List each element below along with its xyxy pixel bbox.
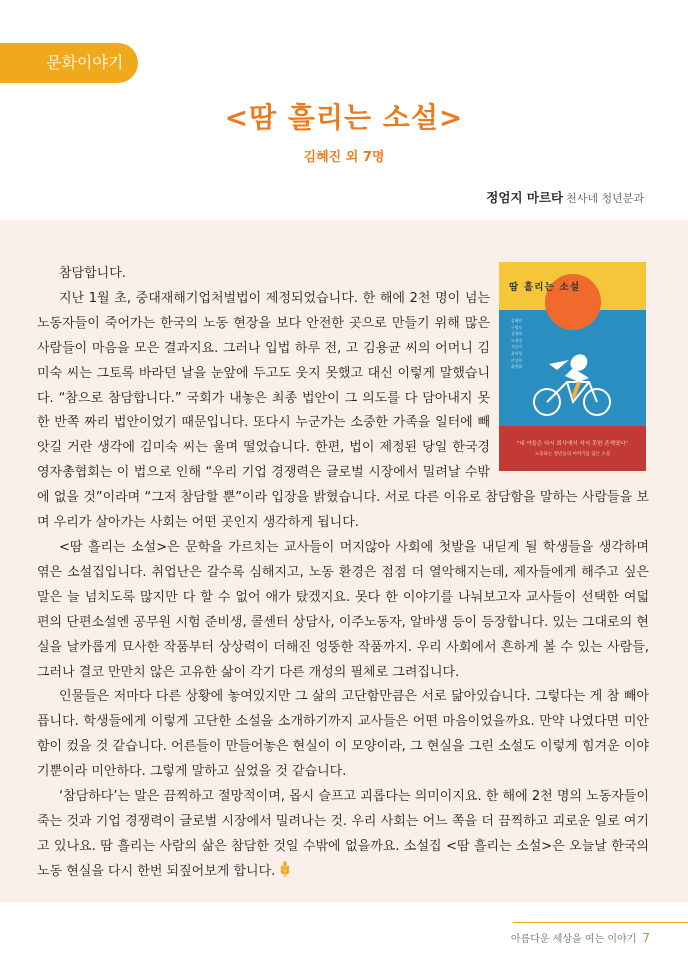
category-tag (0, 43, 138, 83)
cover-authors (511, 318, 522, 371)
writer-affiliation: 천사네 청년분과 (566, 192, 644, 205)
cover-author: 서유미 (511, 344, 523, 350)
book-author: 김혜진 외 7명 (303, 150, 385, 165)
magazine-name: 아름다운 세상을 여는 이야기 (510, 934, 637, 945)
paragraph: <땀 흘리는 소설>은 문학을 가르치는 교사들이 머지않아 사회에 첫발을 내딛게 될 학생들을 생각하며 엮은 소설집입니다. 취업난은 갈수록 심해지고, 노동 환경은 점점 더 열악해지는데, 제자들에게 해주고 싶은 말은 늘 넘치도록 많지만 다 할 수 없어 애가 탔겠지요. 못다 한 이야기를 나눠보고자 교사들이 선택한 여덟 편의 단편소설엔 공무원 시험 준비생, 콜센터 상담사, 이주노동자, 알바생 등이 등장합니다. 있는 그대로의 현실을 날카롭게 묘사한 작품부터 상상력이 더해진 엉뚱한 작품까지. 우리 사회에서 흔하게 볼 수 있는 사람들, 그러나 결코 만만치 않은 고유한 삶이 각기 다른 개성의 필체로 그려집니다. (37, 539, 649, 680)
paragraph-text: ‘참담하다’는 말은 끔찍하고 절망적이며, 몹시 슬프고 괴롭다는 의미이지요. 한 해에 2천 명의 노동자들이 죽는 것과 기업 경쟁력이 글로벌 시장에서 밀려나는 것. 우리 사회는 어느 쪽을 더 끔찍하고 괴로운 일로 여기고 있나요. 땀 흘리는 사람의 삶은 참담한 것일 수밖에 없을까요. 소설집 <땀 흘리는 소설>은 오늘날 한국의 노동 현실을 다시 한번 되짚어보게 합니다. (37, 789, 649, 879)
cyclist-illustration (529, 352, 619, 422)
paragraph: 참담합니다. (59, 266, 126, 281)
cover-author: 김세희 (511, 331, 523, 337)
cover-author: 이상희 (511, 357, 523, 363)
cover-title: 땀 흘리는 소설 (509, 282, 581, 293)
article-body (37, 262, 649, 885)
footer (511, 930, 650, 945)
cover-quote: "내 아들은 다시 회사에서 자지 못한 존재였다" (516, 441, 629, 447)
cover-tagline: 노동하는 청년들의 이야기를 담은 소설 (534, 452, 611, 457)
paragraph: 인물들은 저마다 다른 상황에 놓여있지만 그 삶의 고단함만큼은 서로 닮아있습니다. 그렇다는 게 참 빼아픕니다. 학생들에게 이렇게 고단한 소설을 소개하기까지 교사들은 어떤 마음이었을까요. 만약 나였다면 미안함이 컸을 것 같습니다. 어른들이 만들어놓은 현실이 이 모양이라, 그 현실을 그린 소설도 이렇게 힘겨운 이야기뿐이라 미안하다. 그렇게 말하고 싶었을 것 같습니다. (37, 689, 649, 780)
cover-author: 구병모 (511, 324, 523, 330)
byline (486, 188, 644, 206)
cover-author: 윤이형 (511, 350, 523, 356)
cover-author: 도재경 (511, 337, 523, 343)
book-cover-wrapper (499, 262, 649, 480)
page-number: 7 (642, 931, 650, 945)
article-title: <땀 흘리는 소설> (224, 101, 464, 134)
cover-author: 김혜진 (511, 318, 523, 323)
paragraph: 지난 1월 초, 중대재해기업처벌법이 제정되었습니다. 한 해에 2천 명이 넘는 노동자들이 죽어가는 한국의 노동 현장을 보다 안전한 곳으로 만들기 위해 많은 사람들이 마음을 모은 결과지요. 그러나 입법 하루 전, 고 김용균 씨의 어머니 김미숙 씨는 그토록 바라던 날을 눈앞에 두고도 웃지 못했고 대신 이렇게 말했습니다. “참으로 참담합니다.” 국회가 내놓은 최종 법안이 그 의도를 다 담아내지 못한 반쪽 짜리 법안이었기 때문입니다. 또다시 누군가는 소중한 가족을 일터에 빼앗길 거란 생각에 김미숙 씨는 울며 떨었습니다. 한편, 법이 제정된 당일 한국경영자총협회는 이 법으로 인해 “우리 기업 경쟁력은 글로벌 시장에서 밀려날 수밖에 없을 것”이라며 “그저 참담할 뿐”이라 입장을 밝혔습니다. 서로 다른 이유로 참담함을 말하는 사람들을 보며 우리가 살아가는 사회는 어떤 곳인지 생각하게 됩니다. (37, 290, 649, 531)
wheat-ornament-icon (278, 861, 292, 877)
paragraph (37, 785, 649, 885)
category-label: 문화이야기 (46, 53, 124, 72)
footer-divider (513, 922, 688, 923)
writer-name: 정엄지 마르타 (486, 190, 564, 205)
cover-author: 최정화 (511, 364, 523, 370)
book-cover-image (499, 262, 646, 471)
